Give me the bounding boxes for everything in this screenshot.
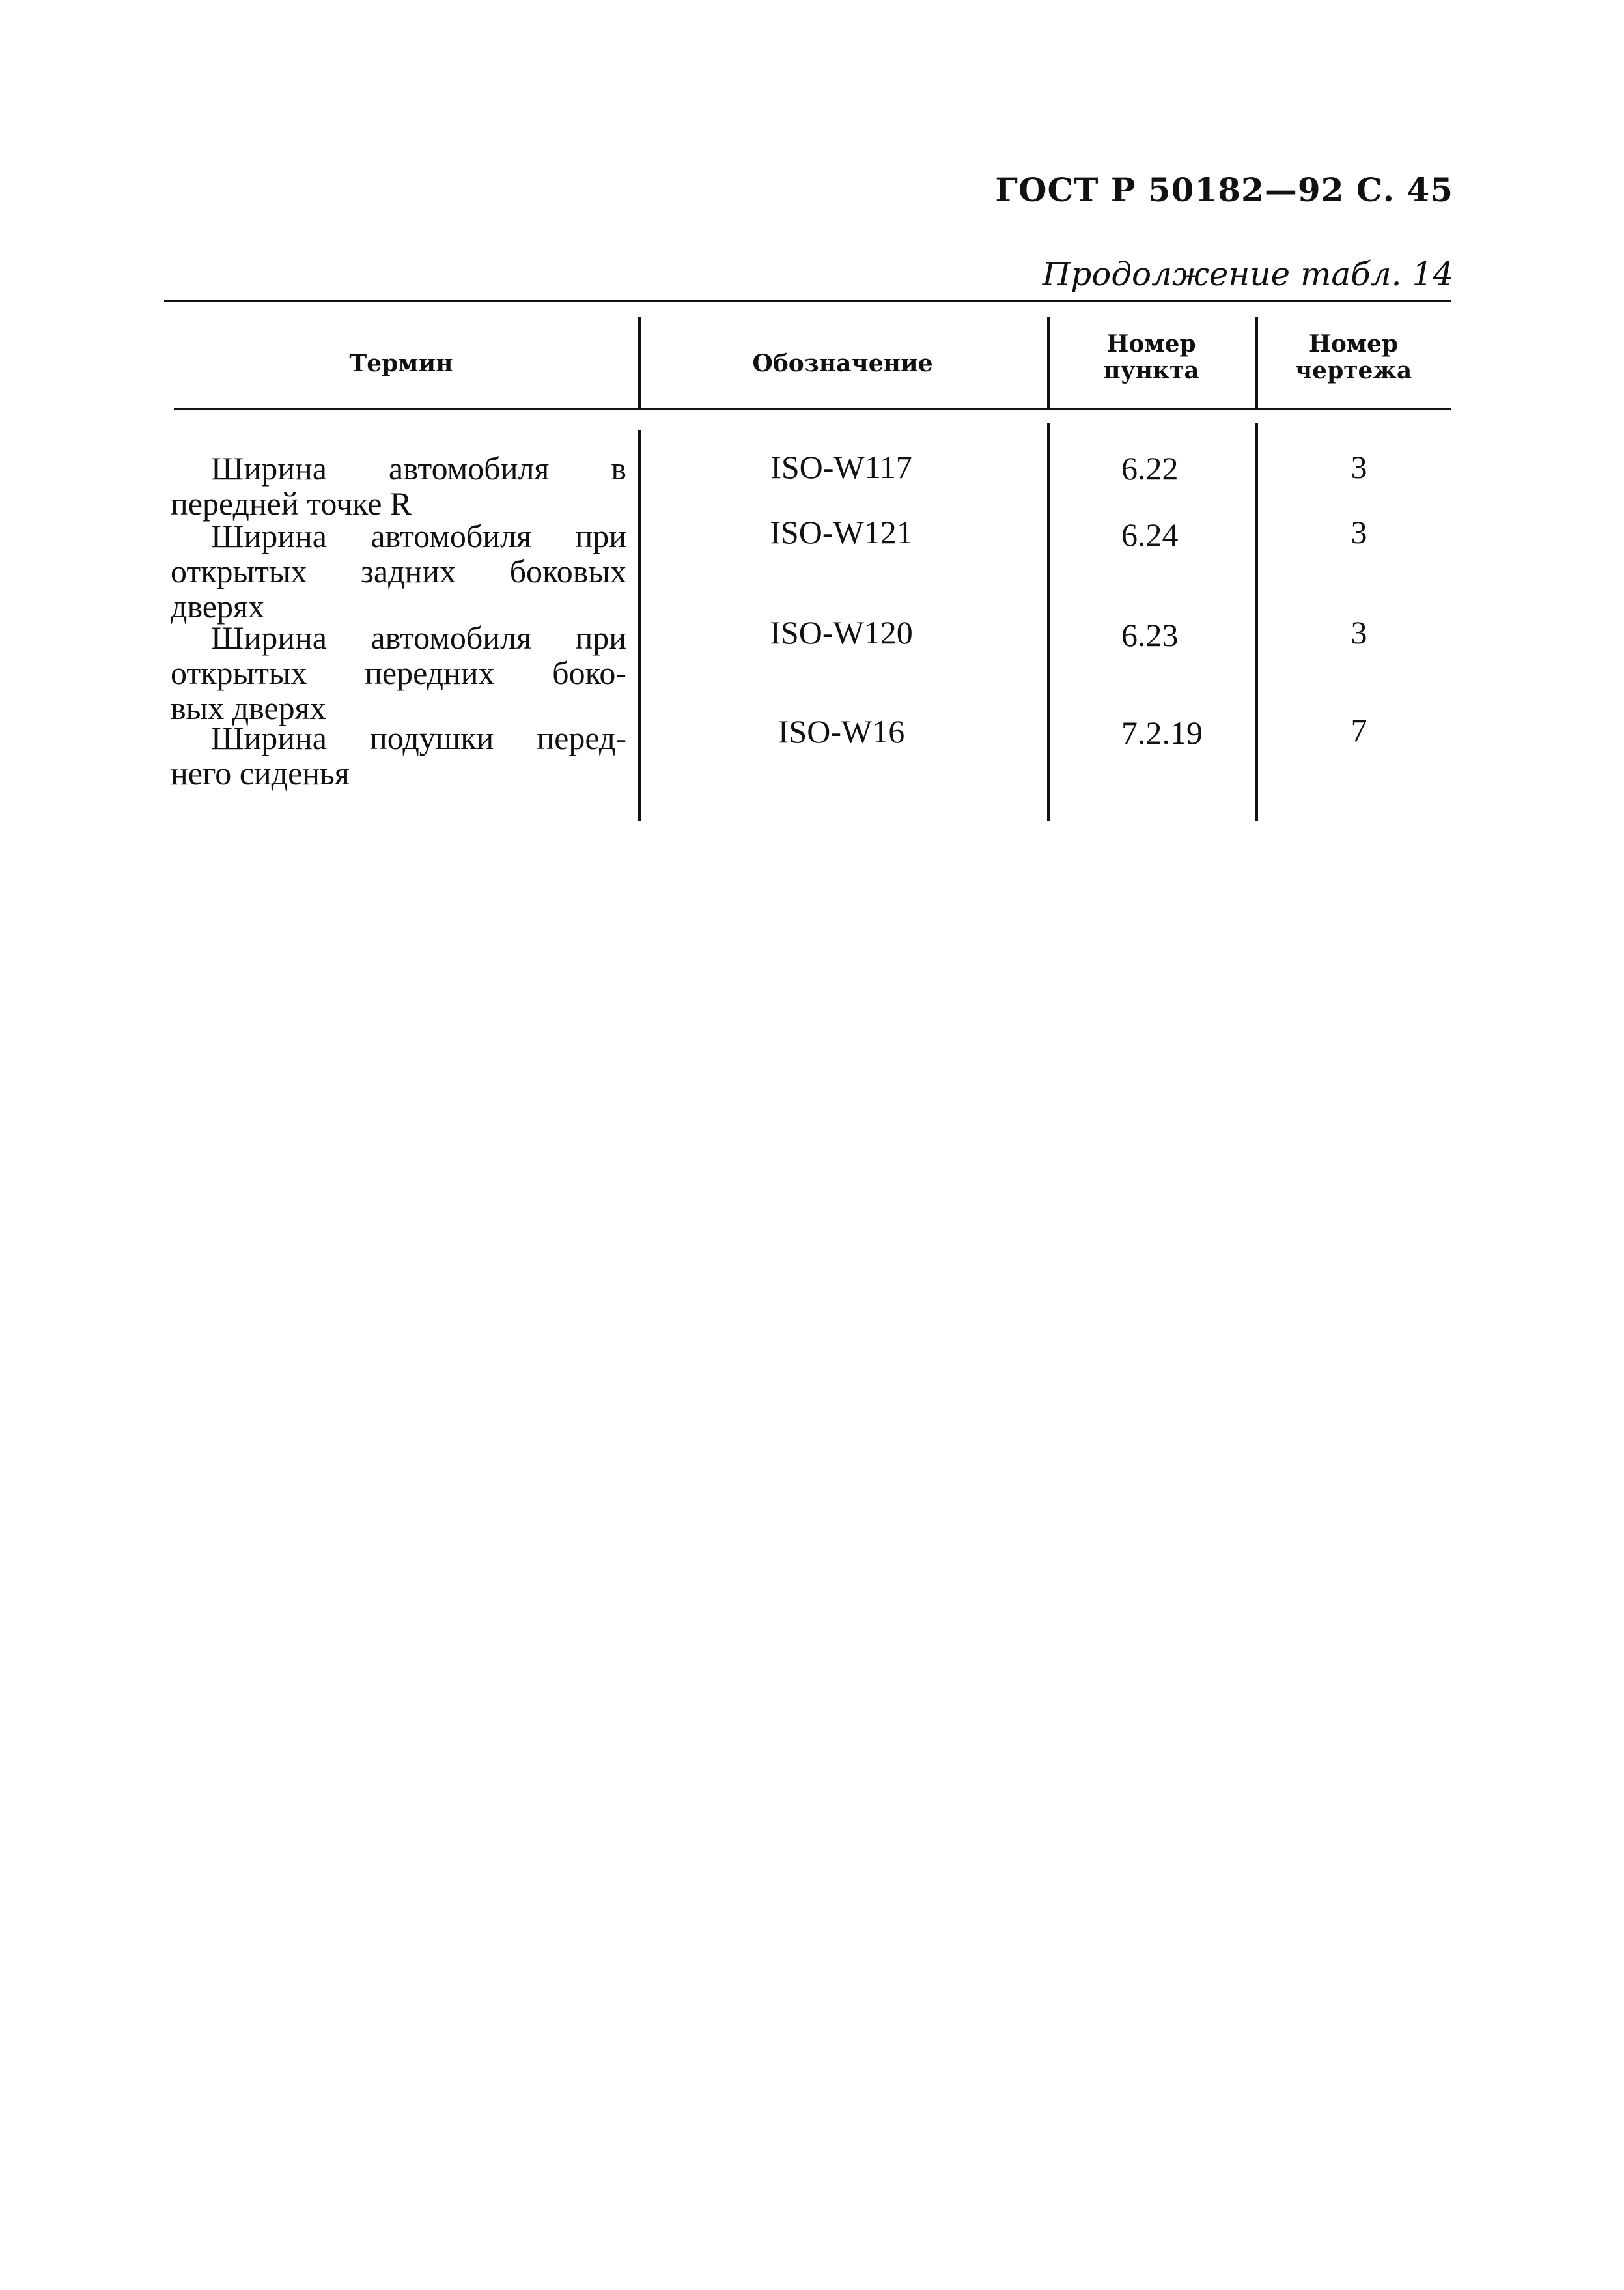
term-line: вых дверях (171, 690, 326, 726)
column-header-point (1047, 331, 1255, 385)
table-row-drawing: 3 (1351, 449, 1367, 485)
column-header-point-line-1: Номер (1106, 330, 1196, 358)
table-top-rule (164, 300, 1451, 302)
terms-table (164, 300, 1451, 821)
table-row-drawing: 3 (1351, 514, 1367, 550)
table-row-drawing: 3 (1351, 614, 1367, 651)
table-row-term (171, 518, 626, 624)
term-line: него сиденья (171, 755, 350, 791)
term-line: Ширина автомобиля в (211, 450, 626, 487)
table-row-designation: ISO-W16 (777, 713, 905, 750)
term-line: передней точке R (171, 485, 412, 522)
table-row-point: 7.2.19 (1121, 714, 1203, 751)
table-row-point: 6.23 (1121, 617, 1179, 653)
page-header: ГОСТ Р 50182—92 С. 45 (995, 171, 1453, 209)
term-line: открытых передних боко- (171, 655, 626, 691)
table-row-designation: ISO-W117 (770, 449, 912, 485)
column-header-point-line-2: пункта (1103, 357, 1199, 385)
term-line: Ширина подушки перед- (211, 720, 626, 756)
table-row-designation: ISO-W120 (770, 614, 913, 651)
table-row-point: 6.24 (1121, 516, 1179, 553)
column-header-drawing-line-1: Номер (1308, 330, 1399, 358)
term-line: открытых задних боковых (171, 553, 626, 589)
table-row-term (171, 720, 626, 791)
column-header-drawing-line-2: чертежа (1295, 357, 1412, 385)
table-continuation-label: Продолжение табл. 14 (1042, 255, 1453, 293)
table-row-designation: ISO-W121 (770, 514, 913, 550)
term-line: дверях (171, 588, 264, 625)
table-row-term (171, 620, 626, 726)
table-header-rule (174, 408, 1451, 410)
table-row-drawing: 7 (1351, 712, 1367, 748)
column-header-designation: Обозначение (752, 350, 933, 377)
body-divider-1 (638, 430, 641, 821)
body-divider-2 (1047, 423, 1050, 821)
column-header-term: Термин (349, 350, 453, 377)
term-line: Ширина автомобиля при (211, 518, 626, 554)
term-line: Ширина автомобиля при (211, 619, 626, 656)
table-row-point: 6.22 (1121, 450, 1179, 487)
table-row-term (171, 451, 626, 521)
column-header-drawing (1255, 331, 1451, 385)
